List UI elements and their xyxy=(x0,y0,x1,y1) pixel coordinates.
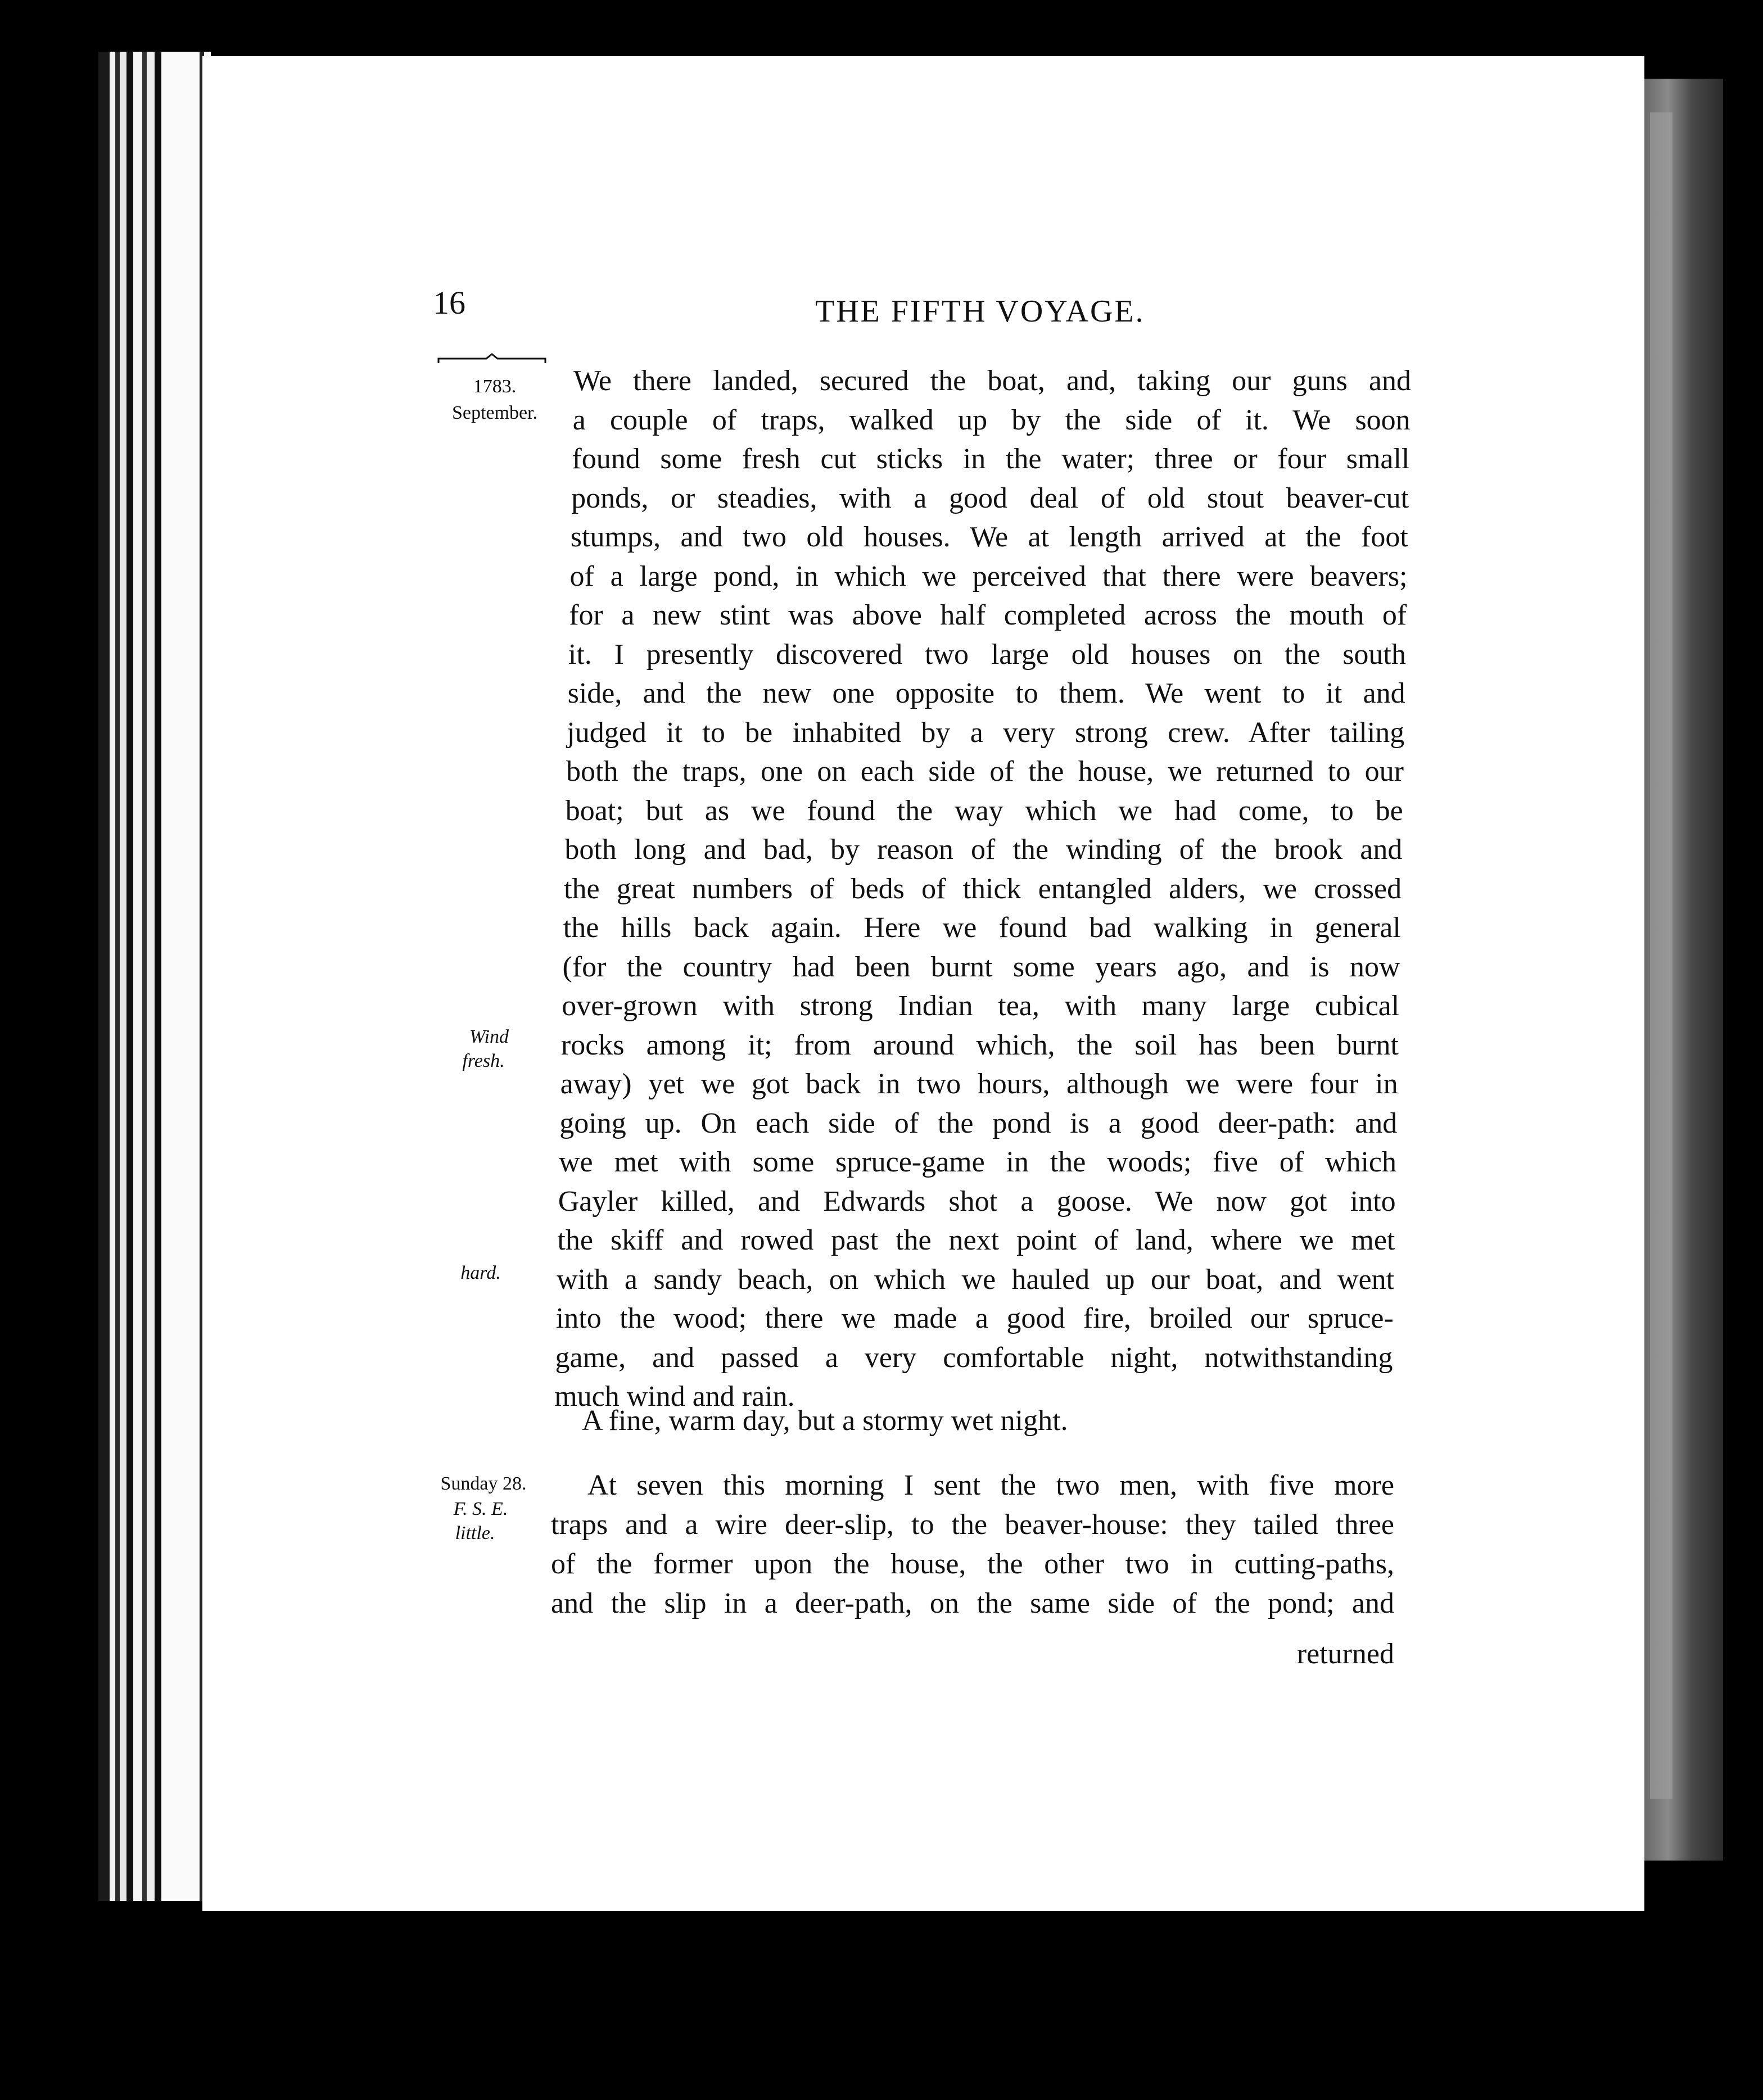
sunday-line: of the former upon the house, the other two in cutting-paths, xyxy=(551,1548,1394,1580)
margin-bracket xyxy=(436,353,548,364)
body-line: a couple of traps, walked up by the side of it. We soon xyxy=(572,404,1411,436)
margin-little: little. xyxy=(455,1523,495,1544)
margin-hard: hard. xyxy=(460,1262,501,1283)
body-line: game, and passed a very comfortable night, notwithstanding xyxy=(555,1341,1393,1374)
fine-day-line: A fine, warm day, but a stormy wet night. xyxy=(582,1405,1068,1437)
body-line: the skiff and rowed past the next point of land, where we met xyxy=(557,1224,1395,1256)
page-number: 16 xyxy=(433,284,465,321)
body-line: much wind and rain. xyxy=(554,1381,795,1413)
body-line: We there landed, secured the boat, and, taking our guns and xyxy=(573,365,1411,397)
body-line: both the traps, one on each side of the house, we returned to our xyxy=(566,755,1404,788)
body-line: going up. On each side of the pond is a good deer-path: and xyxy=(559,1107,1398,1139)
margin-year: 1783. xyxy=(473,376,517,397)
margin-sunday: Sunday 28. xyxy=(440,1473,527,1494)
margin-month: September. xyxy=(451,402,538,423)
body-line: of a large pond, in which we perceived that there were beavers; xyxy=(569,560,1408,592)
body-line: with a sandy beach, on which we hauled up our boat, and went xyxy=(557,1263,1395,1296)
sunday-line: At seven this morning I sent the two men, with five more xyxy=(587,1469,1394,1501)
body-line: rocks among it; from around which, the soil has been burnt xyxy=(560,1029,1399,1061)
body-line: stumps, and two old houses. We at length arrived at the foot xyxy=(570,521,1408,553)
catchword: returned xyxy=(1296,1638,1394,1670)
body-line: judged it to be inhabited by a very strong crew. After tailing xyxy=(567,716,1405,749)
margin-wind-direction: F. S. E. xyxy=(453,1499,508,1519)
body-line: the great numbers of beds of thick entangled alders, we crossed xyxy=(564,872,1402,905)
facing-page-shadow xyxy=(1650,112,1672,1799)
body-line: the hills back again. Here we found bad walking in general xyxy=(563,912,1401,944)
running-head: THE FIFTH VOYAGE. xyxy=(815,294,1145,329)
body-line: over-grown with strong Indian tea, with many large cubical xyxy=(562,990,1400,1022)
body-line: for a new stint was above half completed across the mouth of xyxy=(569,599,1407,631)
body-line: we met with some spruce-game in the woods; five of which xyxy=(559,1146,1396,1178)
body-line: (for the country had been burnt some years ago, and is now xyxy=(562,951,1400,983)
body-line: boat; but as we found the way which we had come, to be xyxy=(565,794,1403,827)
margin-wind: Wind xyxy=(469,1026,509,1047)
body-line: side, and the new one opposite to them. We went to it and xyxy=(567,677,1405,709)
body-line: Gayler killed, and Edwards shot a goose. We now got into xyxy=(558,1185,1396,1218)
body-line: both long and bad, by reason of the winding of the brook and xyxy=(564,834,1403,866)
book-page-edges xyxy=(98,52,211,1901)
body-line: away) yet we got back in two hours, although we were four in xyxy=(560,1068,1398,1100)
body-line: it. I presently discovered two large old houses on the south xyxy=(568,638,1406,671)
body-line: ponds, or steadies, with a good deal of old stout beaver-cut xyxy=(571,482,1409,514)
margin-wind-fresh: fresh. xyxy=(462,1051,505,1071)
body-line: into the wood; there we made a good fire, broiled our spruce- xyxy=(555,1302,1394,1334)
sunday-line: traps and a wire deer-slip, to the beaver-house: they tailed three xyxy=(551,1509,1394,1541)
body-line: found some fresh cut sticks in the water; three or four small xyxy=(572,443,1410,475)
sunday-line: and the slip in a deer-path, on the same side of the pond; and xyxy=(551,1587,1394,1619)
